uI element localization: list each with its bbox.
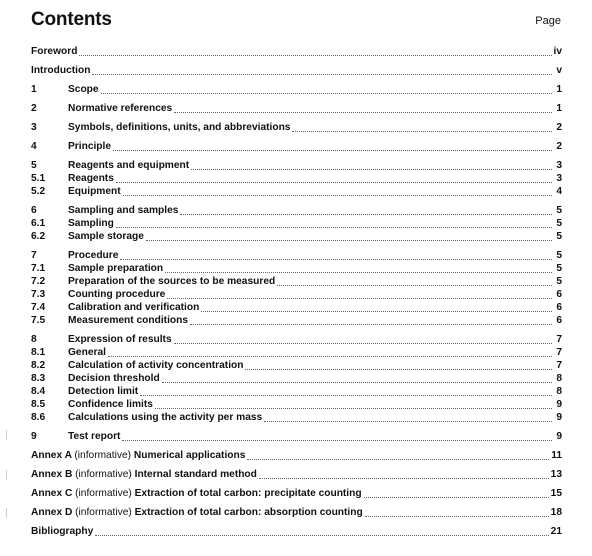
- toc-entry-title: Detection limit: [68, 386, 139, 397]
- toc-entry-page: 11: [551, 450, 562, 461]
- toc-entry-title: Equipment: [68, 186, 121, 197]
- dot-leader: [174, 111, 552, 113]
- dot-leader: [120, 258, 552, 260]
- toc-entry-page: 5: [556, 231, 562, 242]
- annex-designation: Annex C: [31, 488, 76, 499]
- toc-entry-title: Reagents: [68, 173, 114, 184]
- dot-leader: [247, 458, 549, 460]
- dot-leader: [92, 73, 552, 75]
- toc-entry[interactable]: [31, 346, 562, 360]
- toc-entry-number: 7.3: [31, 289, 46, 300]
- dot-leader: [245, 368, 552, 370]
- dot-leader: [101, 92, 552, 94]
- toc-entry-title: Sampling and samples: [68, 205, 179, 216]
- dot-leader: [174, 342, 552, 344]
- toc-entry-title: Introduction: [31, 65, 91, 76]
- toc-entry-title: Bibliography: [31, 526, 94, 537]
- annex-title: Internal standard method: [134, 469, 257, 480]
- toc-entry[interactable]: [31, 230, 562, 244]
- toc-entry-number: 7.1: [31, 263, 46, 274]
- toc-entry-number: 7.5: [31, 315, 46, 326]
- toc-entry-title: Foreword: [31, 46, 78, 57]
- toc-entry-page: 15: [550, 488, 562, 499]
- toc-entry-page: 2: [556, 122, 562, 133]
- annex-designation: Annex D: [31, 507, 76, 518]
- toc-entry-title: Symbols, definitions, units, and abbreviations: [68, 122, 291, 133]
- toc-entry-number: 7.4: [31, 302, 46, 313]
- toc-entry-number: 5: [31, 160, 37, 171]
- toc-entry[interactable]: [31, 359, 562, 373]
- toc-entry[interactable]: [31, 430, 562, 444]
- toc-entry-page: 5: [556, 218, 562, 229]
- toc-entry-page: 8: [556, 386, 562, 397]
- dot-leader: [162, 381, 552, 383]
- toc-entry-page: 8: [556, 373, 562, 384]
- dot-leader: [365, 515, 549, 517]
- toc-entry-number: 7.2: [31, 276, 46, 287]
- toc-entry[interactable]: [31, 449, 562, 463]
- toc-entry-page: v: [556, 65, 562, 76]
- toc-entry-page: 9: [556, 412, 562, 423]
- toc-entry-page: 6: [556, 315, 562, 326]
- toc-entry-page: 5: [556, 250, 562, 261]
- toc-entry-page: 18: [550, 507, 562, 518]
- dot-leader: [108, 355, 552, 357]
- toc-entry-title: Calculation of activity concentration: [68, 360, 244, 371]
- toc-entry-number: 5.2: [31, 186, 46, 197]
- annex-status: (informative): [75, 507, 135, 518]
- toc-entry[interactable]: [31, 411, 562, 425]
- toc-entry[interactable]: [31, 468, 562, 482]
- toc-entry-number: 8.1: [31, 347, 46, 358]
- toc-entry[interactable]: [31, 185, 562, 199]
- toc-entry-number: 6.2: [31, 231, 46, 242]
- dot-leader: [190, 323, 552, 325]
- toc-entry-title: Procedure: [68, 250, 119, 261]
- toc-entry-page: 4: [556, 186, 562, 197]
- toc-entry-title: Test report: [68, 431, 121, 442]
- toc-entry-page: 3: [556, 173, 562, 184]
- dot-leader: [116, 181, 552, 183]
- toc-entry[interactable]: [31, 204, 562, 218]
- annex-title: Extraction of total carbon: absorption counting: [134, 507, 363, 518]
- toc-entry-title: [31, 468, 257, 482]
- toc-entry-number: 4: [31, 141, 37, 152]
- toc-entry-page: 2: [556, 141, 562, 152]
- page-title: Contents: [31, 9, 112, 30]
- toc-entry-title: Principle: [68, 141, 112, 152]
- toc-entry-number: 8: [31, 334, 37, 345]
- toc-entry-page: 1: [556, 84, 562, 95]
- toc-entry[interactable]: [31, 102, 562, 116]
- toc-entry-number: 8.2: [31, 360, 46, 371]
- toc-entry-title: Measurement conditions: [68, 315, 189, 326]
- dot-leader: [277, 284, 552, 286]
- toc-entry-page: 5: [556, 276, 562, 287]
- dot-leader: [79, 54, 551, 56]
- toc-entry-title: Counting procedure: [68, 289, 166, 300]
- dot-leader: [155, 407, 552, 409]
- annex-status: (informative): [75, 488, 135, 499]
- toc-entry[interactable]: [31, 140, 562, 154]
- toc-entry-page: 5: [556, 263, 562, 274]
- toc-entry-title: Reagents and equipment: [68, 160, 190, 171]
- toc-entry[interactable]: [31, 159, 562, 173]
- toc-entry-number: 7: [31, 250, 37, 261]
- toc-entry-title: Decision threshold: [68, 373, 160, 384]
- toc-entry-title: Scope: [68, 84, 99, 95]
- dot-leader: [122, 439, 552, 441]
- toc-entry-page: 6: [556, 302, 562, 313]
- dot-leader: [201, 310, 552, 312]
- toc-entry-number: 1: [31, 84, 37, 95]
- dot-leader: [292, 130, 552, 132]
- toc-entry[interactable]: [31, 172, 562, 186]
- toc-entry[interactable]: [31, 487, 562, 501]
- toc-entry[interactable]: [31, 262, 562, 276]
- dot-leader: [140, 394, 552, 396]
- annex-status: (informative): [75, 469, 135, 480]
- toc-entry-page: 9: [556, 431, 562, 442]
- annex-title: Numerical applications: [133, 450, 246, 461]
- dot-leader: [165, 271, 552, 273]
- toc-entry-title: Normative references: [68, 103, 173, 114]
- toc-entry-page: 21: [550, 526, 562, 537]
- toc-entry[interactable]: [31, 288, 562, 302]
- toc-entry-title: General: [68, 347, 106, 358]
- dot-leader: [259, 477, 549, 479]
- dot-leader: [191, 168, 552, 170]
- toc-entry[interactable]: [31, 121, 562, 135]
- toc-entry[interactable]: [31, 385, 562, 399]
- toc-entry-number: 2: [31, 103, 37, 114]
- dot-leader: [180, 213, 552, 215]
- dot-leader: [364, 496, 549, 498]
- toc-entry-title: [31, 487, 362, 501]
- toc-entry[interactable]: [31, 301, 562, 315]
- toc-entry-page: 5: [556, 205, 562, 216]
- toc-entry[interactable]: [31, 506, 562, 520]
- toc-entry-number: 6.1: [31, 218, 46, 229]
- edge-mark: [6, 430, 7, 440]
- page-column-label: Page: [535, 15, 561, 27]
- toc-entry-number: 6: [31, 205, 37, 216]
- toc-entry-title: Calculations using the activity per mass: [68, 412, 263, 423]
- dot-leader: [113, 149, 552, 151]
- toc-entry-number: 5.1: [31, 173, 46, 184]
- edge-mark: [6, 508, 7, 518]
- toc-entry[interactable]: [31, 64, 562, 78]
- dot-leader: [146, 239, 552, 241]
- toc-entry-page: 13: [550, 469, 562, 480]
- toc-entry[interactable]: [31, 398, 562, 412]
- toc-entry[interactable]: [31, 217, 562, 231]
- toc-entry-number: 8.6: [31, 412, 46, 423]
- toc-entry[interactable]: [31, 372, 562, 386]
- toc-entry-page: 6: [556, 289, 562, 300]
- toc-entry-page: 3: [556, 160, 562, 171]
- toc-entry-page: 7: [556, 360, 562, 371]
- toc-entry-page: 1: [556, 103, 562, 114]
- annex-title: Extraction of total carbon: precipitate counting: [134, 488, 362, 499]
- toc-entry-title: Confidence limits: [68, 399, 153, 410]
- toc-entry[interactable]: [31, 525, 562, 539]
- toc-entry-page: 9: [556, 399, 562, 410]
- toc-entry[interactable]: [31, 333, 562, 347]
- edge-mark: [6, 470, 7, 480]
- toc-entry-page: 7: [556, 347, 562, 358]
- toc-entry-number: 8.4: [31, 386, 46, 397]
- toc-entry[interactable]: [31, 249, 562, 263]
- dot-leader: [167, 297, 552, 299]
- annex-designation: Annex B: [31, 469, 76, 480]
- annex-designation: Annex A: [31, 450, 75, 461]
- toc-entry-number: 8.3: [31, 373, 46, 384]
- toc-entry-title: Calibration and verification: [68, 302, 200, 313]
- toc-entry-title: Sample storage: [68, 231, 144, 242]
- toc-entry-title: [31, 506, 363, 520]
- toc-entry[interactable]: [31, 83, 562, 97]
- toc-entry-number: 9: [31, 431, 37, 442]
- toc-entry-page: 7: [556, 334, 562, 345]
- dot-leader: [116, 226, 552, 228]
- toc-entry[interactable]: [31, 275, 562, 289]
- dot-leader: [95, 534, 548, 536]
- toc-entry[interactable]: [31, 314, 562, 328]
- annex-status: (informative): [74, 450, 134, 461]
- toc-entry-title: Preparation of the sources to be measured: [68, 276, 276, 287]
- dot-leader: [123, 194, 552, 196]
- toc-entry-title: Sample preparation: [68, 263, 164, 274]
- toc-entry-title: Expression of results: [68, 334, 172, 345]
- toc-entry-page: iv: [553, 46, 562, 57]
- toc-entry-number: 8.5: [31, 399, 46, 410]
- toc-entry[interactable]: [31, 45, 562, 59]
- dot-leader: [264, 420, 552, 422]
- toc-entry-number: 3: [31, 122, 37, 133]
- toc-entry-title: Sampling: [68, 218, 114, 229]
- toc-entry-title: [31, 449, 245, 463]
